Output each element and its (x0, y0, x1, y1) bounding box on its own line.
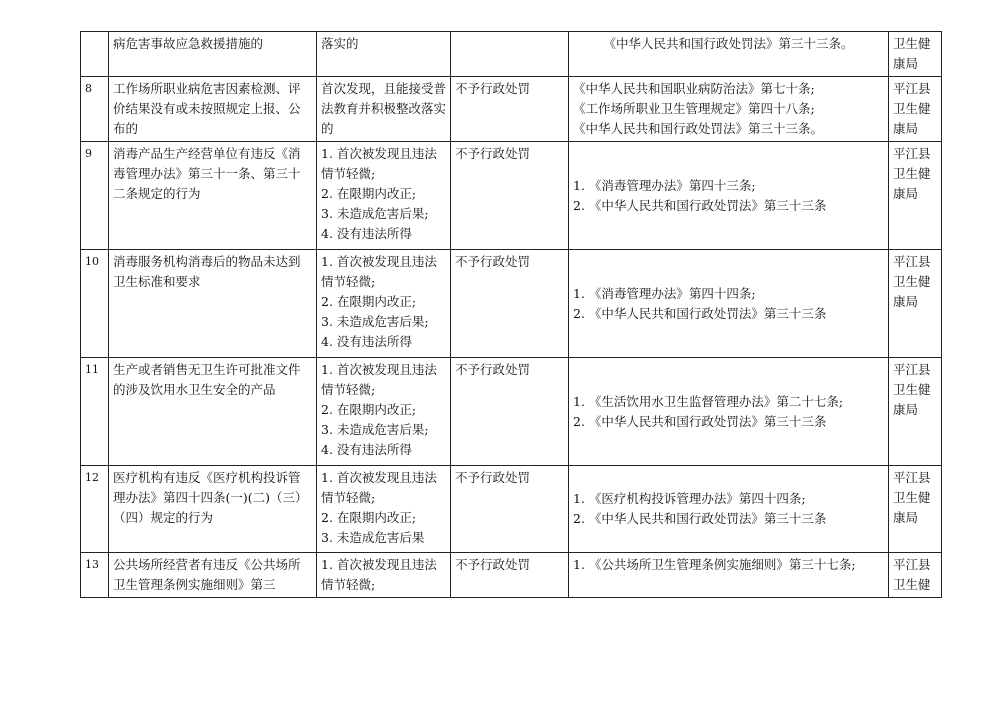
basis-line: 1. 《生活饮用水卫生监督管理办法》第二十七条; (573, 393, 844, 409)
table-row (81, 142, 942, 250)
basis-cell (569, 142, 889, 250)
basis-cell (569, 77, 889, 142)
condition-line: 2. 在限期内改正; (321, 294, 417, 309)
condition-line: 3. 未造成危害后果; (321, 314, 429, 329)
basis-line: 2. 《中华人民共和国行政处罚法》第三十三条 (573, 305, 827, 321)
condition-line: 4. 没有违法所得 (321, 226, 412, 241)
violation-description: 公共场所经营者有违反《公共场所卫生管理条例实施细则》第三 (109, 553, 317, 598)
basis-line: 《中华人民共和国职业病防治法》第七十条; (573, 81, 815, 96)
regulation-table (80, 31, 942, 598)
row-number: 12 (81, 466, 109, 553)
table-row (81, 466, 942, 553)
row-number: 9 (81, 142, 109, 250)
condition-line: 3. 未造成危害后果 (321, 530, 425, 545)
result-cell: 不予行政处罚 (451, 142, 569, 250)
conditions-cell (317, 32, 451, 77)
result-cell: 不予行政处罚 (451, 358, 569, 466)
authority-cell: 平江县卫生健康局 (889, 77, 942, 142)
basis-cell (569, 32, 889, 77)
authority-cell: 平江县卫生健康局 (889, 142, 942, 250)
condition-line: 2. 在限期内改正; (321, 402, 417, 417)
table-row (81, 553, 942, 598)
basis-line: 2. 《中华人民共和国行政处罚法》第三十三条 (573, 197, 827, 213)
result-cell: 不予行政处罚 (451, 553, 569, 598)
basis-line: 1. 《医疗机构投诉管理办法》第四十四条; (573, 491, 806, 506)
row-number: 10 (81, 250, 109, 358)
basis-line: 1. 《消毒管理办法》第四十三条; (573, 177, 756, 193)
violation-description: 病危害事故应急救援措施的 (109, 32, 317, 77)
authority-cell: 平江县卫生健康局 (889, 250, 942, 358)
table-row (81, 32, 942, 77)
violation-description: 医疗机构有违反《医疗机构投诉管理办法》第四十四条(一)(二)（三）（四）规定的行为 (109, 466, 317, 553)
condition-line: 1. 首次被发现且违法情节轻微; (321, 254, 437, 289)
condition-line: 1. 首次被发现且违法情节轻微; (321, 557, 437, 592)
condition-line: 首次发现，且能接受普法教育并积极整改落实的 (321, 81, 447, 136)
violation-description: 工作场所职业病危害因素检测、评价结果没有或未按照规定上报、公布的 (109, 77, 317, 142)
conditions-cell (317, 142, 451, 250)
result-cell (451, 32, 569, 77)
row-number (81, 32, 109, 77)
condition-line: 3. 未造成危害后果; (321, 206, 429, 221)
condition-line: 1. 首次被发现且违法情节轻微; (321, 470, 437, 505)
basis-cell (569, 358, 889, 466)
condition-line: 1. 首次被发现且违法情节轻微; (321, 146, 437, 181)
condition-line: 4. 没有违法所得 (321, 334, 412, 349)
basis-line: 2. 《中华人民共和国行政处罚法》第三十三条 (573, 413, 827, 429)
table-row (81, 358, 942, 466)
table-row (81, 77, 942, 142)
row-number: 11 (81, 358, 109, 466)
conditions-cell (317, 466, 451, 553)
condition-line: 2. 在限期内改正; (321, 186, 417, 201)
row-number: 13 (81, 553, 109, 598)
basis-cell (569, 250, 889, 358)
basis-cell (569, 466, 889, 553)
result-cell: 不予行政处罚 (451, 250, 569, 358)
result-cell: 不予行政处罚 (451, 77, 569, 142)
conditions-cell (317, 250, 451, 358)
condition-line: 2. 在限期内改正; (321, 510, 417, 525)
basis-line: 1. 《消毒管理办法》第四十四条; (573, 285, 756, 301)
condition-line: 3. 未造成危害后果; (321, 422, 429, 437)
violation-description: 生产或者销售无卫生许可批准文件的涉及饮用水卫生安全的产品 (109, 358, 317, 466)
violation-description: 消毒服务机构消毒后的物品未达到卫生标准和要求 (109, 250, 317, 358)
basis-line: 《中华人民共和国行政处罚法》第三十三条。 (603, 36, 854, 51)
basis-line: 《工作场所职业卫生管理规定》第四十八条; (573, 101, 815, 116)
basis-line: 1. 《公共场所卫生管理条例实施细则》第三十七条; (573, 557, 856, 572)
conditions-cell (317, 358, 451, 466)
basis-line: 2. 《中华人民共和国行政处罚法》第三十三条 (573, 511, 827, 526)
condition-line: 4. 没有违法所得 (321, 442, 412, 457)
result-cell: 不予行政处罚 (451, 466, 569, 553)
conditions-cell (317, 553, 451, 598)
violation-description: 消毒产品生产经营单位有违反《消毒管理办法》第三十一条、第三十二条规定的行为 (109, 142, 317, 250)
condition-line: 1. 首次被发现且违法情节轻微; (321, 362, 437, 397)
table-row (81, 250, 942, 358)
basis-cell (569, 553, 889, 598)
row-number: 8 (81, 77, 109, 142)
authority-cell: 卫生健康局 (889, 32, 942, 77)
authority-cell: 平江县卫生健 (889, 553, 942, 598)
condition-line: 落实的 (321, 36, 359, 51)
basis-line: 《中华人民共和国行政处罚法》第三十三条。 (573, 121, 824, 136)
authority-cell: 平江县卫生健康局 (889, 358, 942, 466)
conditions-cell (317, 77, 451, 142)
authority-cell: 平江县卫生健康局 (889, 466, 942, 553)
